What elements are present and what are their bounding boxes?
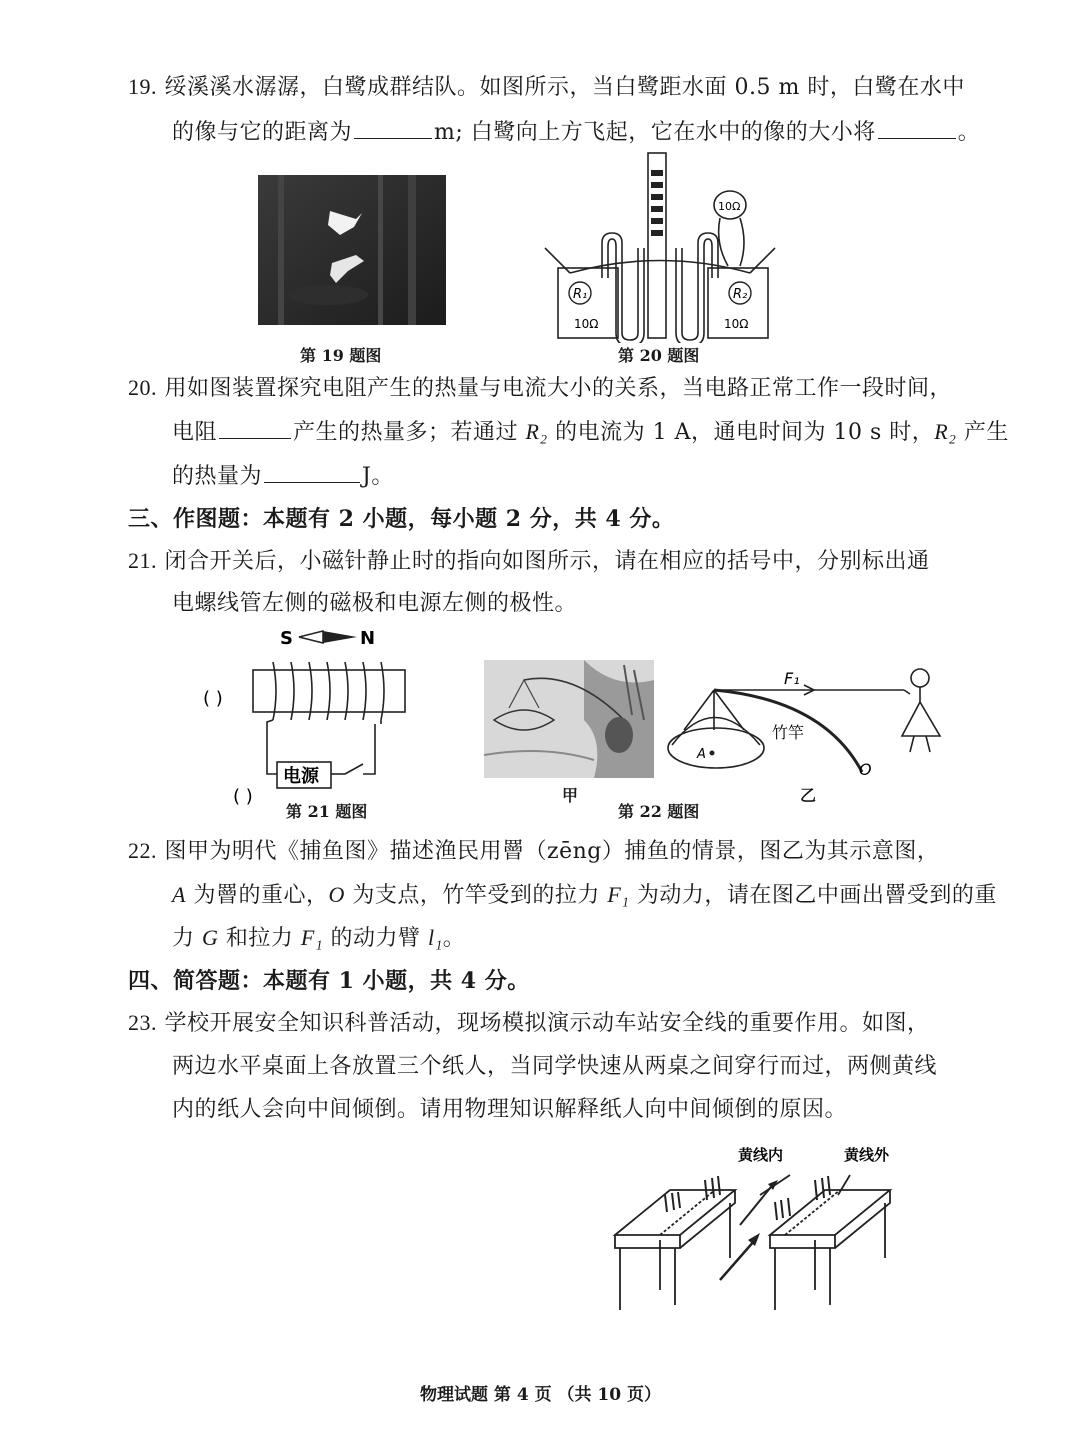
answer-blank[interactable] [264,460,360,483]
page-footer: 物理试题 第 4 页 （共 10 页） [420,1385,661,1405]
fig22-diagram [664,660,949,800]
r2-label: R₂ [733,287,748,302]
q19-line1: 19. 绥溪溪水潺潺，白鹭成群结队。如图所示，当白鹭距水面 0.5 m 时，白鹭在水中 [128,74,965,100]
section-4-title: 四、简答题：本题有 1 小题，共 4 分。 [128,968,530,994]
q20-line2: 电阻 产生的热量多；若通过 R₂ 的电流为 1 A，通电时间为 10 s 时，R₂ 产生 [172,416,1009,448]
answer-blank[interactable] [219,416,291,439]
right-table-top [770,1190,890,1235]
fig22-drawing [664,660,949,800]
f1-label: F₁ [784,669,800,688]
compass-n-label: N [360,628,376,649]
power-source-label: 电源 [283,766,319,787]
answer-blank[interactable] [354,116,432,139]
fig20-apparatus [540,148,780,343]
compass-s-label: S [280,628,293,649]
fishing-painting-drawing [484,660,654,778]
r2-value: 10Ω [724,317,749,331]
fig23-tables [610,1140,910,1315]
fig21-drawing [195,622,425,807]
solenoid-coil [267,662,384,774]
q19-line2: 的像与它的距离为 m; 白鹭向上方飞起，它在水中的像的大小将 。 [172,116,980,148]
q22-line1: 22. 图甲为明代《捕鱼图》描述渔民用罾（zēng）捕鱼的情景，图乙为其示意图， [128,838,940,864]
fig22-yi-label: 乙 [800,786,817,805]
q21-line1: 21. 闭合开关后，小磁针静止时的指向如图所示，请在相应的括号中，分别标出通 [128,548,930,574]
q22-line2: A 为罾的重心，O 为支点，竹竿受到的拉力 F₁ 为动力，请在图乙中画出罾受到的重 [172,882,997,908]
q20-line1: 20. 用如图装置探究电阻产生的热量与电流大小的关系，当电路正常工作一段时间， [128,375,953,401]
fig20-caption: 第 20 题图 [618,346,700,365]
fig23-drawing [610,1140,910,1315]
r3-value: 10Ω [718,200,741,213]
fig21-circuit [195,622,425,807]
outer-line-label: 黄线外 [844,1146,890,1164]
inner-line-label: 黄线内 [738,1146,784,1164]
fig22-caption: 第 22 题图 [618,802,700,821]
pole-label: 竹竿 [772,723,805,742]
q23-line1: 23. 学校开展安全知识科普活动，现场模拟演示动车站安全线的重要作用。如图， [128,1010,930,1036]
q20-line3: 的热量为 J。 [172,460,394,492]
source-pole-bracket[interactable]: ( ) [233,786,253,807]
q22-line3: 力 G 和拉力 F₁ 的动力臂 l₁。 [172,925,466,951]
left-table-top [615,1190,735,1235]
center-of-gravity-a [710,751,715,756]
egret-photo [258,175,446,325]
section-3-title: 三、作图题：本题有 2 小题，每小题 2 分，共 4 分。 [128,506,675,532]
q23-line3: 内的纸人会向中间倾倒。请用物理知识解释纸人向中间倾倒的原因。 [172,1097,848,1122]
egret-photo-drawing [258,175,446,325]
fig21-caption: 第 21 题图 [286,802,368,821]
fishing-painting [484,660,654,778]
q21-line2: 电螺线管左侧的磁极和电源左侧的极性。 [172,591,578,616]
fig19-caption: 第 19 题图 [300,346,382,365]
needle-n [323,631,357,643]
point-a-label: A [697,747,706,762]
solenoid-pole-bracket[interactable]: ( ) [203,688,223,709]
answer-blank[interactable] [878,116,956,139]
q23-line2: 两边水平桌面上各放置三个纸人，当同学快速从两桌之间穿行而过，两侧黄线 [172,1054,938,1079]
r1-value: 10Ω [574,317,599,331]
fig20-drawing [540,148,780,343]
fig22-jia-label: 甲 [562,786,579,805]
needle-s [299,631,323,643]
r1-label: R₁ [573,287,588,302]
pivot-o-label: O [859,760,872,779]
